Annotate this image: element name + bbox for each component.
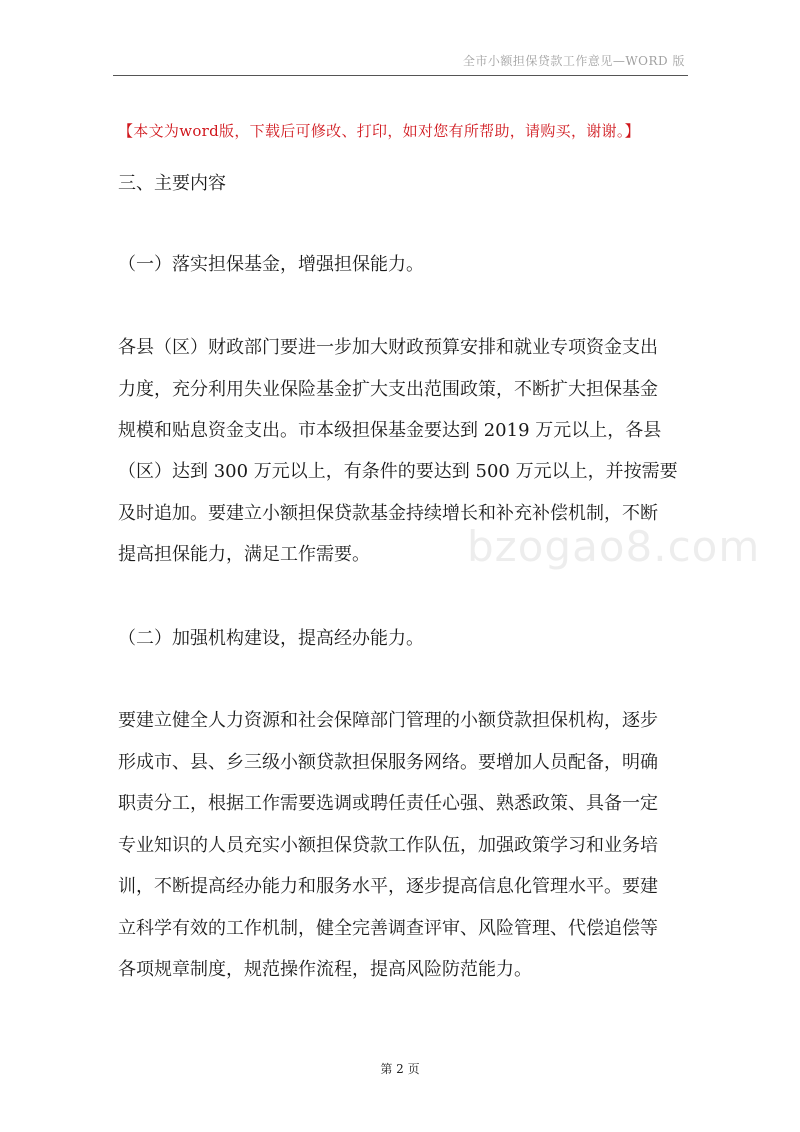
paragraph-2-line-6: 立科学有效的工作机制，健全完善调查评审、风险管理、代偿追偿等 [118, 918, 658, 939]
subsection-heading-2: （二）加强机构建设，提高经办能力。 [118, 628, 424, 649]
subsection-heading-1: （一）落实担保基金，增强担保能力。 [118, 254, 424, 275]
page-number: 第 2 页 [380, 1062, 420, 1076]
paragraph-2-line-7: 各项规章制度，规范操作流程，提高风险防范能力。 [118, 959, 532, 980]
paragraph-2-line-2: 形成市、县、乡三级小额贷款担保服务网络。要增加人员配备，明确 [118, 752, 658, 773]
paragraph-1-line-4: （区）达到 300 万元以上，有条件的要达到 500 万元以上，并按需要 [118, 461, 678, 482]
watermark: bzogao8.com [467, 522, 761, 571]
paragraph-2-line-5: 训，不断提高经办能力和服务水平，逐步提高信息化管理水平。要建 [118, 876, 658, 897]
header-title: 全市小额担保贷款工作意见—WORD 版 [462, 54, 685, 68]
paragraph-1-line-2: 力度，充分利用失业保险基金扩大支出范围政策，不断扩大担保基金 [118, 379, 658, 400]
header-divider [113, 75, 688, 76]
section-heading: 三、主要内容 [118, 173, 226, 194]
paragraph-2-line-1: 要建立健全人力资源和社会保障部门管理的小额贷款担保机构，逐步 [118, 710, 658, 731]
paragraph-1-line-1: 各县（区）财政部门要进一步加大财政预算安排和就业专项资金支出 [118, 337, 658, 358]
paragraph-2-line-4: 专业知识的人员充实小额担保贷款工作队伍，加强政策学习和业务培 [118, 835, 658, 856]
paragraph-1-line-6: 提高担保能力，满足工作需要。 [118, 544, 370, 565]
purchase-banner: 【本文为word版，下载后可修改、打印，如对您有所帮助，请购买，谢谢。】 [118, 122, 640, 140]
paragraph-1-line-5: 及时追加。要建立小额担保贷款基金持续增长和补充补偿机制，不断 [118, 503, 658, 524]
paragraph-1-line-3: 规模和贴息资金支出。市本级担保基金要达到 2019 万元以上，各县 [118, 420, 662, 441]
paragraph-2-line-3: 职责分工，根据工作需要选调或聘任责任心强、熟悉政策、具备一定 [118, 793, 658, 814]
